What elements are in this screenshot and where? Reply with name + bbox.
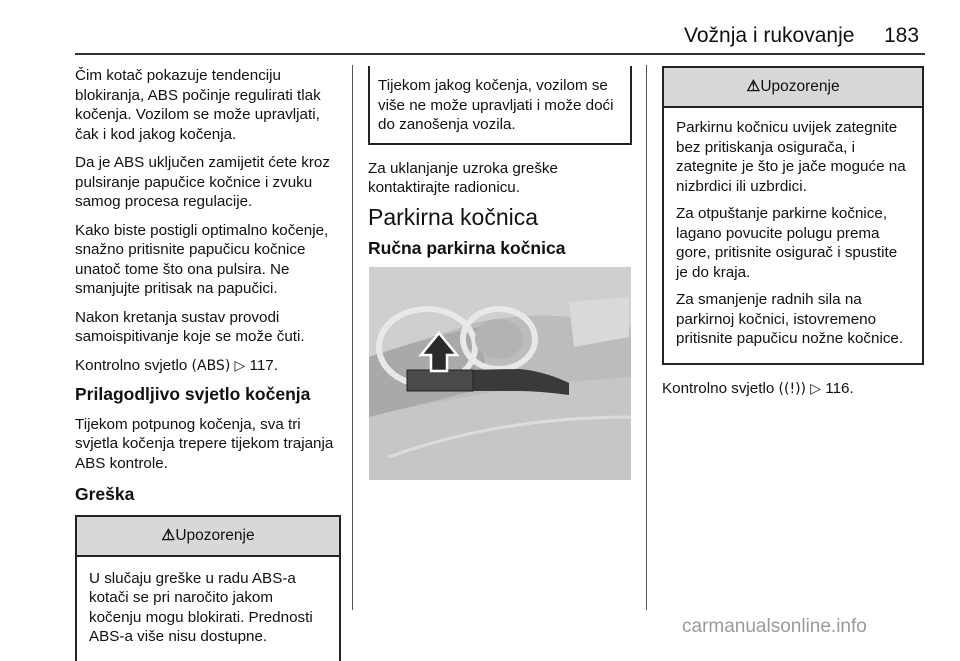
warning-body — [77, 557, 339, 661]
paragraph-brake-indicator — [662, 379, 926, 400]
paragraph-adaptive-brake-light: Tijekom potpunog kočenja, sva tri svjetla kočenja trepere tijekom trajanja ABS kontrole. — [75, 415, 334, 472]
page-reference: 117. — [249, 356, 278, 374]
warning-triangle-icon: ⚠ — [746, 78, 761, 96]
paragraph-optimal-braking: Kako biste postigli optimalno kočenje, snažno pritisnite papučicu kočnice unatoč tome što ona pulsira. Ne smanjujte pritisak na papučici. — [75, 221, 329, 297]
indicator-label: Kontrolno svjetlo — [75, 356, 188, 374]
warning-triangle-icon: ⚠ — [161, 526, 176, 544]
warning-text-release: Za otpuštanje parkirne kočnice, lagano povucite polugu prema gore, pritisnite osigurač i spustite je do kraja. — [676, 205, 898, 281]
brake-indicator-icon: ((!)) — [778, 380, 806, 397]
indicator-label: Kontrolno svjetlo — [662, 379, 775, 397]
paragraph-contact-workshop: Za uklanjanje uzroka greške kontaktirajte radionicu. — [368, 159, 558, 196]
parking-brake-photo — [369, 267, 631, 480]
warning-header — [77, 517, 339, 557]
column-1 — [75, 66, 343, 661]
parking-brake-illustration — [369, 267, 631, 480]
warning-continuation-text: Tijekom jakog kočenja, vozilom se više ne može upravljati i može doći do zanošenja vozila. — [378, 77, 614, 133]
page-header-title: Vožnja i rukovanje — [684, 24, 855, 47]
warning-title: Upozorenje — [760, 78, 840, 96]
page-reference: 116. — [825, 379, 854, 397]
paragraph-abs-intro: Čim kotač pokazuje tendenciju blokiranja, ABS počinje regulirati tlak kočenja. Vozilom se može upravljati, čak i kod jakog kočenja. — [75, 67, 321, 143]
warning-body — [664, 108, 922, 363]
warning-text-apply: Parkirnu kočnicu uvijek zategnite bez pritiskanja osigurača, i zategnite je što je jače moguće na nizbrdici ili uzbrdici. — [676, 119, 906, 195]
warning-continuation-box — [368, 66, 632, 145]
header-rule — [75, 53, 925, 55]
abs-indicator-icon: (ABS) — [191, 357, 231, 374]
warning-box-abs — [75, 515, 341, 661]
paragraph-abs-pulsing: Da je ABS uključen zamijetit ćete kroz pulsiranje papučice kočnice i zvuku samog procesa regulacije. — [75, 154, 330, 210]
paragraph-self-test: Nakon kretanja sustav provodi samoispitivanje koje se može čuti. — [75, 308, 305, 345]
page-number: 183 — [884, 24, 920, 47]
warning-text: U slučaju greške u radu ABS-a kotači se pri naročito jakom kočenju mogu blokirati. Prednosti ABS-a više nisu dostupne. — [89, 569, 313, 645]
column-divider-1 — [352, 65, 353, 610]
heading-manual-parking-brake: Ručna parkirna kočnica — [368, 238, 566, 258]
page-reference-icon: ▷ — [810, 380, 822, 397]
heading-adaptive-brake-light: Prilagodljivo svjetlo kočenja — [75, 384, 311, 404]
warning-header — [664, 68, 922, 108]
column-2 — [368, 66, 632, 271]
watermark: carmanualsonline.info — [682, 616, 867, 637]
column-divider-2 — [646, 65, 647, 610]
column-3 — [662, 66, 926, 408]
warning-title: Upozorenje — [175, 526, 255, 544]
heading-fault: Greška — [75, 484, 135, 504]
paragraph-abs-indicator — [75, 356, 343, 377]
heading-parking-brake: Parkirna kočnica — [368, 203, 539, 230]
warning-box-parking-brake — [662, 66, 924, 365]
warning-text-reduce-force: Za smanjenje radnih sila na parkirnoj kočnici, istovremeno pritisnite papučicu nožne kočnice. — [676, 291, 904, 347]
page-reference-icon: ▷ — [234, 357, 246, 374]
